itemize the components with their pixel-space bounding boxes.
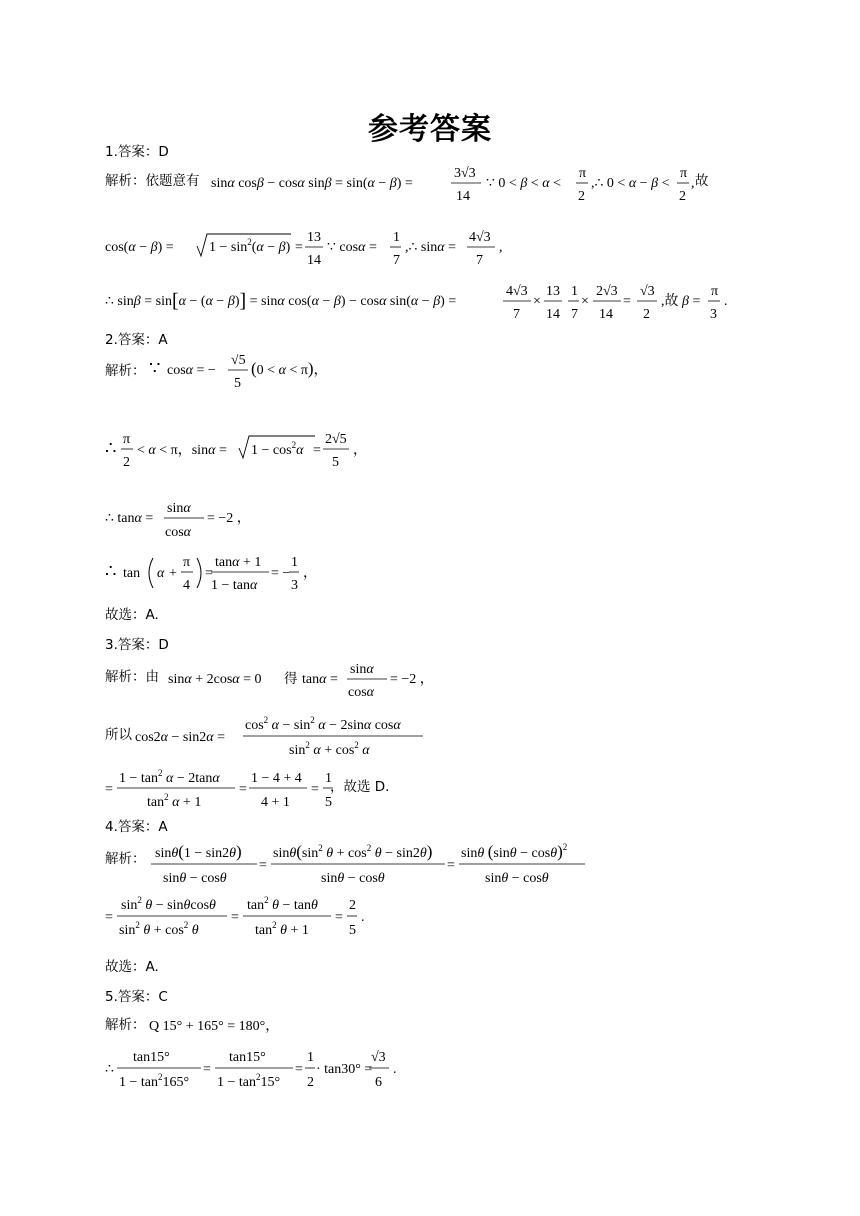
q1-formula-2: [105, 226, 525, 277]
svg-text:，: ，: [353, 443, 367, 458]
svg-text:1: 1: [393, 230, 400, 245]
svg-text:6: 6: [375, 1075, 382, 1090]
svg-text:∴: ∴: [105, 1062, 114, 1077]
svg-text:(0 < α < π)，: (0 < α < π)，: [251, 359, 328, 378]
q5-formula-2: [105, 1046, 425, 1097]
q2-conclusion: 故选：A.: [105, 607, 159, 623]
q3-formula-2: [135, 716, 435, 762]
svg-text:π: π: [680, 166, 688, 181]
svg-text:cosα = −: cosα = −: [167, 363, 216, 378]
svg-text:sinα cosβ − cosα sinβ = sin(α: sinα cosβ − cosα sinβ = sin(α − β) =: [211, 176, 413, 191]
svg-text:=: =: [105, 910, 113, 925]
svg-text:sinα + 2cosα = 0: sinα + 2cosα = 0: [168, 672, 262, 687]
svg-text:3√3: 3√3: [454, 166, 476, 181]
q3-line-1: 解析：由 sinα + 2cosα = 0 得 tanα = sinα cosα = −2 ，: [105, 668, 159, 714]
svg-text:7: 7: [513, 307, 520, 322]
svg-text:4√3: 4√3: [506, 284, 528, 299]
svg-text:7: 7: [393, 253, 400, 268]
svg-text:2: 2: [679, 189, 686, 204]
svg-text:π: π: [711, 284, 719, 299]
svg-text:.: .: [724, 294, 728, 309]
svg-text:cosα: cosα: [348, 685, 375, 700]
svg-text:tanα =: tanα =: [302, 672, 338, 687]
svg-text:= −: = −: [271, 566, 291, 581]
q1-formula-3: [105, 280, 735, 331]
svg-text:1: 1: [571, 284, 578, 299]
svg-text:,故 β =: ,故 β =: [661, 294, 701, 309]
svg-text:tan15°: tan15°: [229, 1050, 266, 1065]
answer-header-3: 3.答案：D: [105, 637, 169, 653]
svg-text:×: ×: [533, 294, 541, 309]
q4-line-1: 解析： sinθ(1 − sin2θ) sinθ − cosθ = $\sin\theta(\sin^2$ $\theta + \cos^2 \theta - \sin 2\theta$) sinθ − cosθ = sinθ $(\sin\theta - \cos\theta)^2$ sinθ − cosθ: [105, 850, 146, 896]
svg-text:,∴ 0 < α − β <: ,∴ 0 < α − β <: [591, 176, 670, 191]
answer-header-2: 2.答案：A: [105, 332, 168, 348]
svg-text:4: 4: [183, 578, 190, 593]
svg-text:13: 13: [546, 284, 560, 299]
svg-text:π: π: [123, 432, 131, 447]
svg-text:∵ cosα =: ∵ cosα =: [327, 240, 377, 255]
q5-line-1: 解析： Q 15° + 165° = 180°，: [105, 1016, 146, 1040]
svg-text:sinθ(1 − sin2θ): sinθ(1 − sin2θ): [155, 842, 242, 861]
svg-text:cos(α − β) =: cos(α − β) =: [105, 240, 174, 255]
svg-text:2√5: 2√5: [325, 432, 347, 447]
svg-text:=: =: [231, 910, 239, 925]
svg-text:14: 14: [546, 307, 560, 322]
svg-text:=: =: [313, 443, 321, 458]
svg-text:√3: √3: [640, 284, 655, 299]
svg-text:=: =: [335, 910, 343, 925]
svg-text:7: 7: [571, 307, 578, 322]
svg-text:5: 5: [325, 795, 332, 810]
svg-text:cosα: cosα: [165, 525, 192, 540]
q4-formula-1: [149, 842, 669, 888]
q2-formula-3: [105, 496, 265, 547]
svg-text:Q 15° + 165° = 180°，: Q 15° + 165° = 180°，: [149, 1019, 280, 1034]
svg-text:=: =: [205, 566, 213, 581]
q1-formula-1: [211, 162, 771, 208]
q4-conclusion: 故选：A.: [105, 959, 159, 975]
svg-text:sinθ(sin2 θ + cos2 θ − sin2θ): $\sin\theta(\sin^2$ $\theta + \cos^2 \theta - \sin 2\theta$): [273, 842, 433, 861]
svg-text:tan2 θ + 1: $\tan^2 \theta + 1$: [255, 920, 309, 938]
svg-text:2: 2: [349, 898, 356, 913]
svg-text:5: 5: [332, 455, 339, 470]
svg-text:.: .: [393, 1062, 397, 1077]
svg-text:=: =: [447, 858, 455, 873]
q3-formula-3: [105, 766, 345, 812]
svg-text:2: 2: [578, 189, 585, 204]
svg-text:1: 1: [307, 1050, 314, 1065]
svg-text:tan: tan: [123, 566, 141, 581]
svg-text:tan15°: tan15°: [133, 1050, 170, 1065]
svg-text:=: =: [259, 858, 267, 873]
svg-text:=: =: [623, 294, 631, 309]
svg-text:sin2 θ + cos2 θ: $\sin^2 \theta + \cos^2 \theta$: [119, 920, 199, 938]
svg-text:∴: ∴: [105, 438, 117, 458]
svg-text:sin2 θ − sinθcosθ: $\sin^2 \theta - \sin\theta\cos\theta$: [121, 895, 216, 913]
svg-text:1: 1: [291, 555, 298, 570]
svg-text:1 − sin2(α − β): $1 - \sin^2(\alpha - \beta)$: [209, 237, 291, 255]
svg-text:2: 2: [307, 1075, 314, 1090]
svg-text:π: π: [183, 555, 191, 570]
svg-text:π: π: [579, 166, 587, 181]
q2-formula-4: [105, 550, 325, 601]
answer-header-5: 5.答案：C: [105, 989, 168, 1005]
q2-line-1: 解析： ∵ cosα = − √5 5 (0 < α < π)，: [105, 362, 146, 408]
svg-text:4 + 1: 4 + 1: [261, 795, 290, 810]
svg-text:sinα: sinα: [167, 501, 191, 516]
svg-text:14: 14: [456, 189, 470, 204]
svg-text:7: 7: [476, 253, 483, 268]
svg-text:5: 5: [234, 376, 241, 391]
svg-text:cos2 α − sin2 α − 2sinα cosα: $\cos^2 \alpha - \sin^2 \alpha - 2\sin\alpha$ cosα: [245, 716, 401, 733]
svg-text:13: 13: [307, 230, 321, 245]
q3-formula-1: [168, 658, 448, 704]
svg-text:2: 2: [123, 455, 130, 470]
svg-text:sinθ − cosθ: sinθ − cosθ: [321, 871, 385, 886]
svg-text:1 − tan2 α − 2tanα: $1 - \tan^2 \alpha - 2\tan\alpha$: [119, 768, 220, 786]
svg-text:14: 14: [307, 253, 321, 268]
svg-text:=: =: [239, 782, 247, 797]
svg-text:1 − tanα: 1 − tanα: [211, 578, 258, 593]
svg-text:tan2 θ − tanθ: $\tan^2 \theta - \tan\theta$: [247, 895, 318, 913]
q5-formula-1: [149, 1014, 349, 1038]
svg-text:1 − tan215°: $1 - \tan^215^\circ$: [217, 1072, 281, 1090]
svg-text:∵: ∵: [149, 358, 161, 378]
svg-text:=: =: [295, 240, 303, 255]
svg-text:1 − tan2165°: $1 - \tan^2165^\circ$: [119, 1072, 190, 1090]
svg-text:√5: √5: [231, 354, 246, 368]
svg-text:,: ,: [691, 176, 695, 191]
svg-text:tanα + 1: tanα + 1: [215, 555, 262, 570]
svg-text:√3: √3: [371, 1050, 386, 1065]
svg-text:= −2 ，: = −2 ，: [207, 511, 251, 526]
q3-line-2: 所以 cos2α − sin2α = $\cos^2 \alpha - \sin^2 \alpha - 2\sin\alpha$ cosα $\sin^2 \alpha + \cos^2 \alpha$: [105, 726, 132, 772]
svg-text:=: =: [105, 782, 113, 797]
svg-text:2: 2: [643, 307, 650, 322]
svg-text:,∴ sinα =: ,∴ sinα =: [405, 240, 457, 255]
svg-text:.: .: [361, 910, 365, 925]
q4-formula-2: [105, 894, 385, 940]
svg-text:< α < π，sinα =: < α < π，sinα =: [137, 443, 227, 458]
svg-text:tan2 α + 1: $\tan^2 \alpha + 1$: [147, 792, 202, 810]
svg-text:· tan30° =: · tan30° =: [316, 1062, 373, 1077]
svg-text:3: 3: [291, 578, 298, 593]
svg-text:=: =: [311, 782, 319, 797]
page-title: 参考答案: [368, 112, 492, 147]
svg-text:3: 3: [710, 307, 717, 322]
svg-text:+: +: [169, 566, 177, 581]
svg-text:α: α: [157, 566, 165, 581]
svg-text:1 − 4 + 4: 1 − 4 + 4: [251, 771, 302, 786]
svg-text:×: ×: [581, 294, 589, 309]
svg-text:∴: ∴: [105, 561, 117, 581]
svg-text:14: 14: [599, 307, 613, 322]
svg-text:sinθ − cosθ: sinθ − cosθ: [163, 871, 227, 886]
svg-text:sinα: sinα: [350, 662, 374, 677]
svg-text:1 − cos2α: $1 - \cos^2\alpha$: [251, 440, 304, 458]
svg-text:=: =: [203, 1062, 211, 1077]
svg-text:得: 得: [284, 671, 298, 687]
svg-text:5: 5: [349, 923, 356, 938]
svg-text:=: =: [295, 1062, 303, 1077]
svg-text:cos2α − sin2α =: cos2α − sin2α =: [135, 730, 226, 745]
svg-text:∴ sinβ = sin[α − (α − β)] = si: ∴ sinβ = sin[α − (α − β)] = sinα cos(α − β) − cosα sin(α − β) =: [105, 290, 457, 312]
svg-text:sin2 α + cos2 α: $\sin^2 \alpha + \cos^2 \alpha$: [289, 740, 370, 758]
svg-text:1: 1: [325, 771, 332, 786]
q1-line-1: 解析：依题意有 sinα cosβ − cosα sinβ = sin(α − β) = 3√3 14 ∵ 0 < β < α < π 2 ,∴ 0 < α − β < π 2 , 故: [105, 172, 200, 218]
answer-header-4: 4.答案：A: [105, 819, 168, 835]
svg-text:∵ 0 < β < α <: ∵ 0 < β < α <: [486, 176, 561, 191]
svg-text:sinθ (sinθ − cosθ)2: sinθ $(\sin\theta - \cos\theta)^2$: [461, 842, 568, 861]
svg-text:∴ tanα =: ∴ tanα =: [105, 511, 154, 526]
svg-text:2√3: 2√3: [596, 284, 618, 299]
svg-text:sinθ − cosθ: sinθ − cosθ: [485, 871, 549, 886]
svg-text:= −2 ，: = −2 ，: [390, 672, 434, 687]
svg-text:4√3: 4√3: [469, 230, 491, 245]
answer-header-1: 1.答案：D: [105, 144, 169, 160]
svg-text:，: ，: [303, 566, 317, 581]
svg-text:,: ,: [499, 240, 503, 255]
q2-formula-2: [105, 428, 365, 479]
q2-formula-1: [149, 354, 379, 400]
